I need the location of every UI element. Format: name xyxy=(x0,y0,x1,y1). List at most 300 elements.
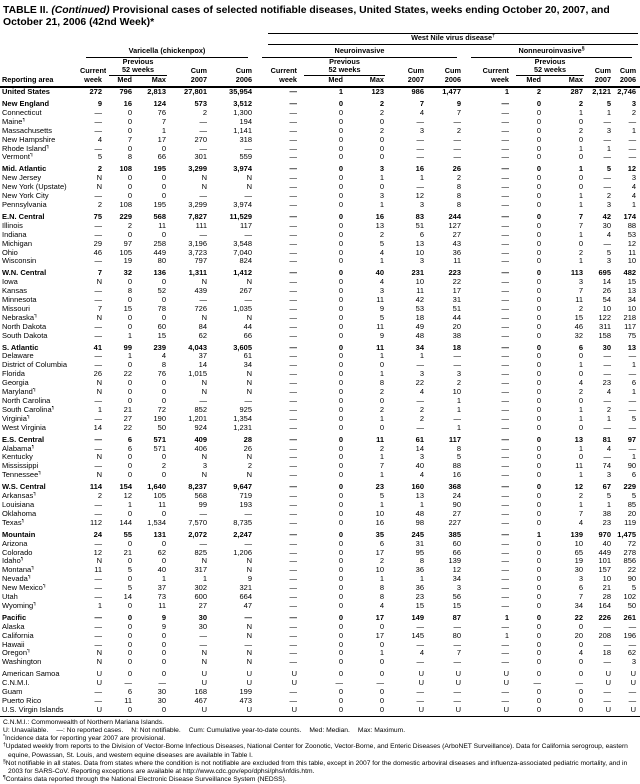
value-cell: — xyxy=(501,434,509,444)
value-cell: 3 xyxy=(419,370,424,379)
reporting-area-cell: S. Atlantic xyxy=(2,342,39,352)
value-cell: 2 xyxy=(379,126,384,135)
value-cell: 16 xyxy=(123,99,132,108)
value-cell: 0 xyxy=(161,278,166,287)
value-cell: 0 xyxy=(536,414,541,423)
value-cell: 0 xyxy=(578,658,583,667)
value-cell: — xyxy=(289,612,297,622)
reporting-area-cell: Maine¶ xyxy=(2,117,26,126)
star-marker: * xyxy=(3,734,5,741)
value-cell: — xyxy=(603,153,611,162)
value-cell: — xyxy=(501,322,509,331)
reporting-area-cell: New York (Upstate) xyxy=(2,183,67,192)
value-cell: 42 xyxy=(602,211,611,221)
reporting-area-cell: Louisiana xyxy=(2,500,35,509)
value-cell: 37 xyxy=(157,584,166,593)
value-cell: 4 xyxy=(419,471,424,480)
value-cell: 26 xyxy=(602,287,611,296)
value-cell: 0 xyxy=(127,669,132,679)
value-cell: 1 xyxy=(97,601,102,610)
table-row xyxy=(0,593,640,602)
value-cell: 44 xyxy=(452,313,461,322)
value-cell: — xyxy=(603,239,611,248)
value-cell: 50 xyxy=(627,601,637,610)
value-cell: 0 xyxy=(338,688,343,697)
value-cell: 53 xyxy=(627,230,637,239)
value-cell: 4 xyxy=(419,388,424,397)
value-cell: 75 xyxy=(627,331,637,340)
value-cell: 29 xyxy=(93,239,102,248)
value-cell: 1 xyxy=(578,414,583,423)
value-cell: — xyxy=(603,370,611,379)
value-cell: 482 xyxy=(623,268,637,278)
value-cell: 17 xyxy=(375,631,384,640)
value-cell: 0 xyxy=(161,183,166,192)
value-cell: — xyxy=(199,631,207,640)
dagger-marker: † xyxy=(492,32,495,39)
value-cell: — xyxy=(501,414,509,423)
value-cell: N xyxy=(246,658,252,667)
value-cell: 31 xyxy=(415,539,424,548)
value-cell: — xyxy=(501,268,509,278)
value-cell: 406 xyxy=(194,444,207,453)
value-cell: 321 xyxy=(239,584,252,593)
value-cell: 0 xyxy=(536,108,541,117)
value-cell: — xyxy=(628,397,637,405)
pilcrow-marker: ¶ xyxy=(3,775,6,782)
value-cell: 0 xyxy=(536,548,541,557)
value-cell: 12 xyxy=(452,566,461,575)
value-cell: — xyxy=(501,230,509,239)
value-cell: 5 xyxy=(606,248,611,257)
value-cell: 124 xyxy=(153,99,166,108)
value-cell: 0 xyxy=(161,471,166,480)
value-cell: 1 xyxy=(97,405,102,414)
value-cell: — xyxy=(244,509,252,518)
value-cell: 0 xyxy=(338,352,343,361)
reporting-area-cell: Rhode Island¶ xyxy=(2,144,49,153)
cum-label: Cum xyxy=(235,66,252,76)
value-cell: 0 xyxy=(536,557,541,566)
value-cell: 0 xyxy=(536,669,541,679)
value-cell: 12 xyxy=(627,239,637,248)
reporting-area-cell: Minnesota xyxy=(2,296,37,305)
value-cell: — xyxy=(289,414,297,423)
value-cell: U xyxy=(455,669,461,679)
value-cell: — xyxy=(289,287,297,296)
value-cell: 3,512 xyxy=(233,99,252,108)
value-cell: 50 xyxy=(157,423,166,432)
value-cell: 1 xyxy=(578,361,583,370)
value-cell: — xyxy=(289,500,297,509)
value-cell: 7 xyxy=(578,221,583,230)
value-cell: 0 xyxy=(536,248,541,257)
value-cell: 227 xyxy=(448,518,461,527)
value-cell: 7 xyxy=(456,108,461,117)
value-cell: 40 xyxy=(415,462,424,471)
value-cell: 0 xyxy=(127,631,132,640)
value-cell: 7 xyxy=(419,99,424,108)
value-cell: — xyxy=(416,640,424,649)
value-cell: 117 xyxy=(240,221,252,230)
value-cell: 0 xyxy=(127,649,132,658)
cum-label: Cum xyxy=(594,66,611,76)
value-cell: 0 xyxy=(161,174,166,183)
value-cell: 0 xyxy=(379,183,384,192)
value-cell: 4 xyxy=(578,649,583,658)
value-cell: 0 xyxy=(338,221,343,230)
value-cell: 1 xyxy=(631,453,637,462)
abbr-item: N: Not notifiable. xyxy=(131,726,181,734)
value-cell: 88 xyxy=(627,221,637,230)
value-cell: U xyxy=(80,706,106,716)
value-cell: 15 xyxy=(123,304,132,313)
value-cell: 0 xyxy=(338,248,343,257)
value-cell: 0 xyxy=(161,192,166,201)
value-cell: 1 xyxy=(606,414,611,423)
value-cell: — xyxy=(289,211,297,221)
table-row xyxy=(0,566,640,575)
value-cell: 10 xyxy=(602,304,611,313)
value-cell: 97 xyxy=(627,434,637,444)
value-cell: 0 xyxy=(127,462,132,471)
value-cell: — xyxy=(501,444,509,453)
value-cell: — xyxy=(244,296,252,305)
value-cell: 2 xyxy=(202,108,207,117)
value-cell: 13 xyxy=(574,434,583,444)
value-cell: 0 xyxy=(578,153,583,162)
value-cell: N xyxy=(201,379,207,388)
value-cell: 1 xyxy=(631,126,637,135)
value-cell: 46 xyxy=(93,248,102,257)
value-cell: 34 xyxy=(452,575,461,584)
value-cell: 0 xyxy=(338,518,343,527)
value-cell: 22 xyxy=(627,566,637,575)
value-cell: — xyxy=(94,584,102,593)
value-cell: 4,043 xyxy=(188,342,207,352)
value-cell: 1,475 xyxy=(617,529,637,539)
table-row xyxy=(0,257,640,266)
value-cell: 17 xyxy=(375,612,384,622)
value-cell: N xyxy=(96,471,102,480)
value-cell: 20 xyxy=(627,509,637,518)
value-cell: 40 xyxy=(157,566,166,575)
value-cell: 61 xyxy=(243,352,252,361)
value-cell: 0 xyxy=(536,434,541,444)
value-cell: 2 xyxy=(161,462,166,471)
value-cell: 0 xyxy=(338,379,343,388)
value-cell: — xyxy=(603,352,611,361)
table-row xyxy=(0,278,640,287)
value-cell: 0 xyxy=(536,153,541,162)
value-cell: 6 xyxy=(578,584,583,593)
value-cell: 154 xyxy=(119,482,132,492)
value-cell: — xyxy=(603,423,611,432)
value-cell: — xyxy=(501,492,509,501)
value-cell: 2 xyxy=(379,230,384,239)
value-cell: 4 xyxy=(419,649,424,658)
value-cell: — xyxy=(289,153,297,162)
value-cell: 0 xyxy=(127,379,132,388)
value-cell: 66 xyxy=(452,548,461,557)
reporting-area-cell: United States xyxy=(2,87,50,97)
value-cell: N xyxy=(201,557,207,566)
value-cell: — xyxy=(501,471,509,480)
value-cell: 449 xyxy=(598,548,611,557)
value-cell: 0 xyxy=(536,500,541,509)
value-cell: 0 xyxy=(578,622,583,631)
value-cell: 34 xyxy=(415,342,424,352)
max-label: Max xyxy=(545,76,587,87)
value-cell: 98 xyxy=(415,518,424,527)
value-cell: 11 xyxy=(376,342,384,352)
value-cell: 0 xyxy=(338,444,343,453)
value-cell: 218 xyxy=(623,313,637,322)
value-cell: — xyxy=(199,126,207,135)
value-cell: — xyxy=(453,697,461,705)
value-cell: U xyxy=(256,706,301,716)
value-cell: 0 xyxy=(338,658,343,667)
value-cell: U xyxy=(211,706,256,716)
value-cell: 0 xyxy=(127,117,132,126)
table-row xyxy=(0,127,640,136)
value-cell: 8 xyxy=(456,192,461,201)
reporting-area-cell: Iowa xyxy=(2,278,18,287)
max-label: Max xyxy=(136,76,170,87)
table-title xyxy=(0,0,640,33)
value-cell: 5 xyxy=(379,313,384,322)
value-cell: — xyxy=(199,509,207,518)
value-cell: 27,801 xyxy=(184,87,207,97)
value-cell: 0 xyxy=(536,221,541,230)
value-cell: 0 xyxy=(578,688,583,697)
value-cell: 3 xyxy=(606,257,611,266)
value-cell: 23 xyxy=(375,482,384,492)
value-cell: 1 xyxy=(631,361,637,370)
med-label: Med xyxy=(106,76,136,87)
value-cell: — xyxy=(289,257,297,266)
value-cell: N xyxy=(201,471,207,480)
value-cell: — xyxy=(289,397,297,405)
table-row xyxy=(0,706,640,716)
value-cell: — xyxy=(94,221,102,230)
value-cell: — xyxy=(501,342,509,352)
table-row xyxy=(0,379,640,388)
value-cell: 0 xyxy=(578,423,583,432)
value-cell: 0 xyxy=(578,453,583,462)
reporting-area-cell: Pennsylvania xyxy=(2,200,47,209)
value-cell: 8 xyxy=(456,183,461,192)
value-cell: 97 xyxy=(123,239,132,248)
value-cell: 0 xyxy=(161,649,166,658)
value-cell: 1 xyxy=(379,200,384,209)
reporting-area-cell: North Carolina xyxy=(2,397,51,405)
value-cell: 0 xyxy=(536,230,541,239)
value-cell: 11 xyxy=(158,500,166,509)
value-cell: 0 xyxy=(536,200,541,209)
value-cell: — xyxy=(501,405,509,414)
value-cell: 208 xyxy=(598,631,611,640)
value-cell: — xyxy=(94,108,102,117)
value-cell: — xyxy=(244,230,252,239)
value-cell: 73 xyxy=(157,593,166,602)
value-cell: U xyxy=(96,669,102,679)
value-cell: — xyxy=(453,688,461,697)
value-cell: 76 xyxy=(157,370,166,379)
reporting-area-cell: New England xyxy=(2,99,50,108)
value-cell: 4 xyxy=(606,230,611,239)
value-cell: 3 xyxy=(456,370,461,379)
year-2006-label: 2006 xyxy=(615,76,640,87)
value-cell: — xyxy=(199,144,207,153)
reporting-area-cell: Mississippi xyxy=(2,462,39,471)
abbr-item: U: Unavailable. xyxy=(3,726,49,734)
value-cell: 0 xyxy=(338,361,343,370)
value-cell: 0 xyxy=(338,388,343,397)
value-cell: — xyxy=(501,304,509,313)
value-cell: — xyxy=(289,239,297,248)
value-cell: 22 xyxy=(452,278,461,287)
value-cell: 0 xyxy=(536,539,541,548)
value-cell: 2 xyxy=(379,405,384,414)
value-cell: 0 xyxy=(379,658,384,667)
value-cell: — xyxy=(501,221,509,230)
table-row xyxy=(0,352,640,361)
value-cell: — xyxy=(501,352,509,361)
value-cell: 7 xyxy=(456,649,461,658)
value-cell: 23 xyxy=(415,593,424,602)
value-cell: 15 xyxy=(452,601,461,610)
value-cell: 0 xyxy=(338,117,343,126)
value-cell: 0 xyxy=(379,397,384,405)
table-row xyxy=(0,557,640,566)
value-cell: 2,746 xyxy=(617,87,637,97)
value-cell: 270 xyxy=(194,135,207,144)
value-cell: 302 xyxy=(194,584,207,593)
year-2007-label: 2007 xyxy=(170,76,211,87)
value-cell: 0 xyxy=(338,548,343,557)
value-cell: 1 xyxy=(338,87,343,97)
value-cell: — xyxy=(603,688,611,697)
value-cell: — xyxy=(501,649,509,658)
value-cell: 46 xyxy=(574,322,583,331)
value-cell: 0 xyxy=(536,117,541,126)
value-cell: 0 xyxy=(536,444,541,453)
value-cell: 11 xyxy=(575,296,583,305)
table-row xyxy=(0,201,640,210)
reporting-area-cell: Guam xyxy=(2,688,23,697)
value-cell: 2 xyxy=(456,126,461,135)
value-cell: 8,735 xyxy=(233,518,252,527)
value-cell: 22 xyxy=(415,379,424,388)
value-cell: 5 xyxy=(379,239,384,248)
table-row xyxy=(0,528,640,540)
table-row xyxy=(0,679,640,688)
value-cell: 195 xyxy=(153,164,166,174)
value-cell: 0 xyxy=(338,126,343,135)
value-cell: 7,827 xyxy=(188,211,207,221)
value-cell: 36 xyxy=(415,566,424,575)
value-cell: — xyxy=(501,287,509,296)
value-cell: — xyxy=(603,174,611,183)
value-cell: 0 xyxy=(161,388,166,397)
value-cell: 3 xyxy=(419,257,424,266)
value-cell: 75 xyxy=(93,211,102,221)
value-cell: — xyxy=(244,397,252,405)
value-cell: 0 xyxy=(536,423,541,432)
value-cell: 261 xyxy=(623,612,637,622)
value-cell: — xyxy=(453,414,461,423)
table-row xyxy=(0,688,640,697)
value-cell: 0 xyxy=(161,313,166,322)
value-cell: N xyxy=(96,649,102,658)
value-cell: 0 xyxy=(338,423,343,432)
value-cell: 0 xyxy=(338,183,343,192)
value-cell: 1 xyxy=(419,174,424,183)
value-cell: — xyxy=(501,518,509,527)
value-cell: 0 xyxy=(338,509,343,518)
reporting-area-cell: Ohio xyxy=(2,248,18,257)
value-cell: U xyxy=(503,669,509,679)
value-cell: 0 xyxy=(127,622,132,631)
value-cell: 568 xyxy=(153,211,166,221)
value-cell: — xyxy=(501,99,509,108)
value-cell: — xyxy=(575,679,583,688)
value-cell: 0 xyxy=(536,257,541,266)
value-cell: 4 xyxy=(606,388,611,397)
value-cell: 9 xyxy=(247,575,252,584)
value-cell: N xyxy=(246,379,252,388)
value-cell: 0 xyxy=(127,313,132,322)
value-cell: 0 xyxy=(536,601,541,610)
reporting-area-cell: C.N.M.I. xyxy=(2,679,30,688)
value-cell: 0 xyxy=(536,322,541,331)
value-cell: U xyxy=(455,679,461,688)
value-cell: 0 xyxy=(338,622,343,631)
reporting-area-cell: Nevada¶ xyxy=(2,575,31,584)
value-cell: 571 xyxy=(153,434,166,444)
reporting-area-cell: Pacific xyxy=(2,612,27,622)
value-cell: 16 xyxy=(452,471,461,480)
value-cell: 0 xyxy=(338,230,343,239)
value-cell: 12 xyxy=(123,492,132,501)
value-cell: 3,299 xyxy=(188,200,207,209)
table-row xyxy=(0,287,640,296)
value-cell: 14 xyxy=(198,361,207,370)
value-cell: — xyxy=(289,557,297,566)
value-cell: 272 xyxy=(89,87,102,97)
value-cell: 8 xyxy=(127,153,132,162)
value-cell: 3,723 xyxy=(188,248,207,257)
value-cell: — xyxy=(289,361,297,370)
reporting-area-cell: Virginia¶ xyxy=(2,414,30,423)
value-cell: 1 xyxy=(456,397,461,405)
value-cell: 76 xyxy=(157,108,166,117)
value-cell: 0 xyxy=(536,397,541,405)
value-cell: 1 xyxy=(578,230,583,239)
value-cell: 2 xyxy=(97,492,102,501)
value-cell: — xyxy=(94,322,102,331)
value-cell: — xyxy=(289,631,297,640)
value-cell: — xyxy=(501,211,509,221)
year-2007-label: 2007 xyxy=(587,76,615,87)
value-cell: 4 xyxy=(379,248,384,257)
value-cell: 34 xyxy=(574,601,583,610)
value-cell: 0 xyxy=(338,278,343,287)
value-cell: N xyxy=(201,658,207,667)
value-cell: 0 xyxy=(338,414,343,423)
value-cell: — xyxy=(289,575,297,584)
